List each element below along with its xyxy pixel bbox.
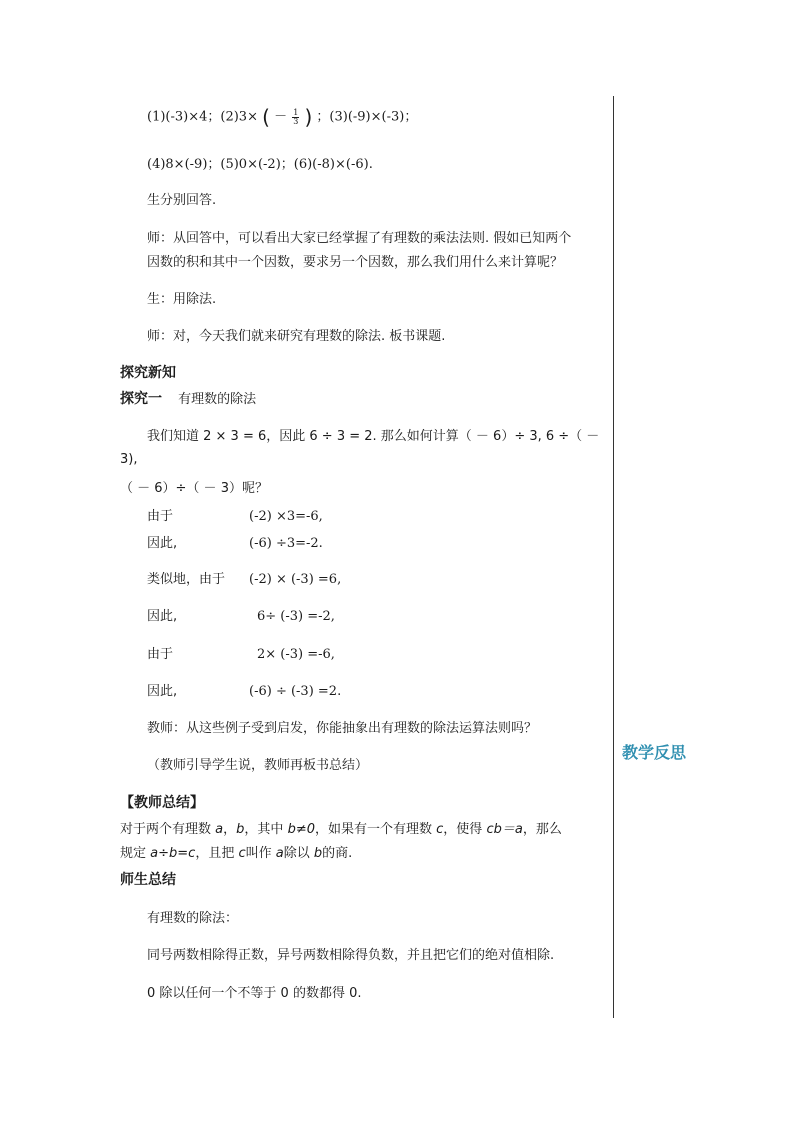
row-label: 类似地，由于 [147, 572, 226, 587]
right-paren: ) [304, 105, 313, 129]
rule-title: 有理数的除法： [147, 911, 239, 926]
equation-cb-a: cb＝a [486, 822, 523, 837]
exercise-line-2: (4)8×(-9)；(5)0×(-2)；(6)(-8)×(-6). [147, 157, 373, 172]
intro-line-b: 3), [120, 452, 138, 467]
summary-text: ，那么 [522, 822, 562, 837]
fraction-sign: － [274, 109, 288, 125]
fraction-numerator: 1 [293, 107, 299, 117]
summary-text: 规定 [120, 846, 147, 861]
teacher-summary-heading: 【教师总结】 [120, 795, 204, 811]
exercise-line-1 [147, 105, 418, 129]
teacher-note: （教师引导学生说，教师再板书总结） [147, 758, 369, 773]
condition-b-nonzero: b≠0 [287, 822, 315, 837]
left-paren: ( [262, 105, 270, 129]
intro-line-c: （ － 6）÷（ － 3）呢？ [120, 481, 268, 496]
joint-summary-heading: 师生总结 [120, 872, 176, 888]
intro-line-a: 我们知道 2 × 3 = 6，因此 6 ÷ 3 = 2. 那么如何计算（ － 6）÷ 3, 6 ÷（ － [147, 429, 600, 444]
sub-heading [120, 390, 256, 409]
summary-text: 的商. [322, 846, 353, 861]
teacher-remark-1a: 师：从回答中，可以看出大家已经掌握了有理数的乘法法则. 假如已知两个 [147, 231, 572, 246]
row-label: 由于 [147, 509, 174, 524]
fraction-denominator: 3 [293, 116, 299, 126]
row-expression: (-6) ÷ (-3) =2. [249, 684, 342, 699]
teacher-remark-2: 师：对，今天我们就来研究有理数的除法. 板书课题. [147, 329, 446, 344]
section-heading-explore: 探究新知 [120, 365, 176, 381]
row-label: 因此, [147, 609, 178, 624]
sub-heading-label: 探究一 [120, 391, 162, 407]
row-label: 由于 [147, 647, 174, 662]
row-expression: 6÷ (-3) =-2, [257, 609, 335, 624]
summary-text: ，使得 [443, 822, 483, 837]
summary-text: 对于两个有理数 [120, 822, 212, 837]
students-answer: 生分别回答. [147, 193, 217, 208]
teacher-summary-line-1 [120, 821, 562, 839]
teacher-question: 教师：从这些例子受到启发，你能抽象出有理数的除法运算法则吗？ [147, 721, 538, 736]
row-label: 因此, [147, 684, 178, 699]
summary-text: 叫作 [245, 846, 272, 861]
rule-sign: 同号两数相除得正数，异号两数相除得负数，并且把它们的绝对值相除. [147, 948, 555, 963]
row-expression: (-2) × (-3) =6, [249, 572, 342, 587]
sub-heading-title: 有理数的除法 [178, 392, 257, 407]
column-divider [613, 96, 614, 1018]
summary-text: ，如果有一个有理数 [314, 822, 432, 837]
variable-a: a [215, 822, 224, 837]
variable-b: b [236, 822, 245, 837]
exercise-part-2: ；(3)(-9)×(-3)； [316, 109, 418, 125]
teaching-reflection-label: 教学反思 [622, 743, 687, 762]
summary-text: ，其中 [244, 822, 284, 837]
row-expression: 2× (-3) =-6, [257, 647, 335, 662]
row-expression: (-6) ÷3=-2. [249, 536, 323, 551]
variable-b: b [313, 846, 323, 861]
row-label: 因此, [147, 536, 178, 551]
variable-c: c [436, 822, 444, 837]
equation-a-div-b: a÷b=c [150, 846, 196, 861]
summary-text: ， [223, 822, 237, 837]
row-expression: (-2) ×3=-6, [249, 509, 323, 524]
exercise-part-1: (1)(-3)×4；(2)3× [147, 109, 258, 125]
summary-text: ，且把 [195, 846, 235, 861]
teacher-summary-line-2 [120, 845, 352, 863]
summary-text: 除以 [283, 846, 310, 861]
teacher-remark-1b: 因数的积和其中一个因数，要求另一个因数，那么我们用什么来计算呢？ [147, 255, 564, 270]
variable-c: c [238, 846, 246, 861]
student-remark-2: 生：用除法. [147, 292, 217, 307]
variable-a: a [275, 846, 284, 861]
fraction-one-third [292, 109, 299, 126]
rule-zero: 0 除以任何一个不等于 0 的数都得 0. [147, 986, 362, 1001]
